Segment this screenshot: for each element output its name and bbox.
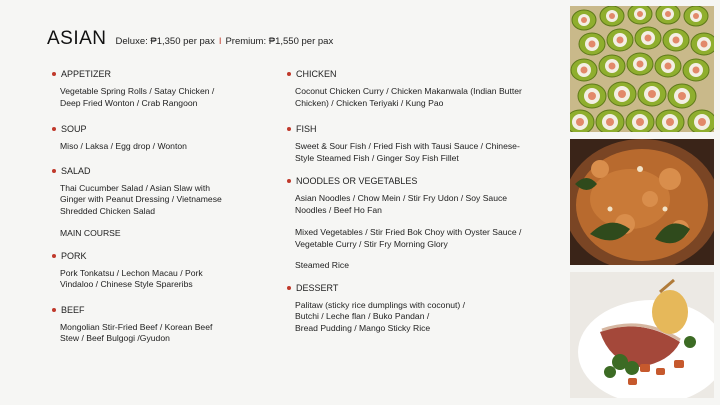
premium-price: Premium: ₱1,550 per pax [225, 36, 334, 47]
section-items: Miso / Laksa / Egg drop / Wonton [60, 141, 187, 151]
section-label: NOODLES OR VEGETABLES [296, 176, 418, 186]
section-label: BEEF [61, 304, 85, 315]
section-items: Mongolian Stir-Fried Beef / Korean Beef Stew / Beef Bulgogi /Gyudon [60, 321, 213, 343]
section-items: Palitaw (sticky rice dumplings with coconut) / Butchi / Leche flan / Buko Pandan / Bread Pudding / Mango Sticky Rice [295, 299, 466, 333]
bullet-icon [52, 72, 56, 76]
section-items: Vegetable Spring Rolls / Satay Chicken / Deep Fried Wonton / Crab Rangoon [60, 86, 215, 108]
bullet-icon [52, 169, 56, 173]
section-label: PORK [61, 250, 87, 261]
section-noodles-vegetables [287, 175, 557, 216]
section-items: Sweet & Sour Fish / Fried Fish with Tausi Sauce / Chinese- Style Steamed Fish / Ginger Soy Fish Fillet [295, 141, 520, 163]
menu-right-column [287, 68, 557, 334]
section-items: Pork Tonkatsu / Lechon Macau / Pork Vindaloo / Chinese Style Spareribs [60, 267, 203, 289]
section-chicken [287, 68, 557, 109]
section-salad [52, 165, 290, 218]
price-separator: I [218, 36, 222, 47]
sushi-rolls-photo [570, 6, 714, 132]
section-beef [52, 304, 290, 345]
bullet-icon [52, 127, 56, 131]
section-dessert [287, 282, 557, 335]
section-label: SALAD [61, 165, 91, 176]
section-label: FISH [296, 124, 317, 134]
menu-header [47, 28, 333, 50]
steamed-rice: Steamed Rice [295, 260, 349, 270]
bullet-icon [287, 127, 291, 131]
section-items: Asian Noodles / Chow Mein / Stir Fry Udon / Soy Sauce Noodles / Beef Ho Fan [295, 193, 508, 215]
section-fish [287, 123, 557, 164]
section-appetizer [52, 68, 290, 109]
deluxe-price: Deluxe: ₱1,350 per pax [115, 36, 215, 47]
menu-left-column [52, 68, 290, 345]
section-pork [52, 250, 290, 291]
bullet-icon [287, 286, 291, 290]
vegetables-list: Mixed Vegetables / Stir Fried Bok Choy with Oyster Sauce / Vegetable Curry / Stir Fry Morning Glory [295, 227, 522, 249]
main-course-heading: MAIN COURSE [60, 228, 121, 238]
section-label: CHICKEN [296, 69, 337, 79]
price-line [116, 36, 334, 47]
section-items: Thai Cucumber Salad / Asian Slaw with Ginger with Peanut Dressing / Vietnamese Shredded Chicken Salad [60, 182, 222, 216]
section-soup [52, 123, 290, 153]
bullet-icon [52, 254, 56, 258]
bullet-icon [287, 72, 291, 76]
bullet-icon [52, 308, 56, 312]
section-label: APPETIZER [61, 69, 112, 79]
page-title: ASIAN [47, 28, 107, 49]
section-label: DESSERT [296, 282, 339, 293]
plated-duck-photo [570, 272, 714, 398]
bullet-icon [287, 179, 291, 183]
section-items: Coconut Chicken Curry / Chicken Makanwala (Indian Butter Chicken) / Chicken Teriyaki / Kung Pao [295, 86, 522, 108]
section-label: SOUP [61, 124, 87, 134]
curry-dish-photo [570, 139, 714, 265]
